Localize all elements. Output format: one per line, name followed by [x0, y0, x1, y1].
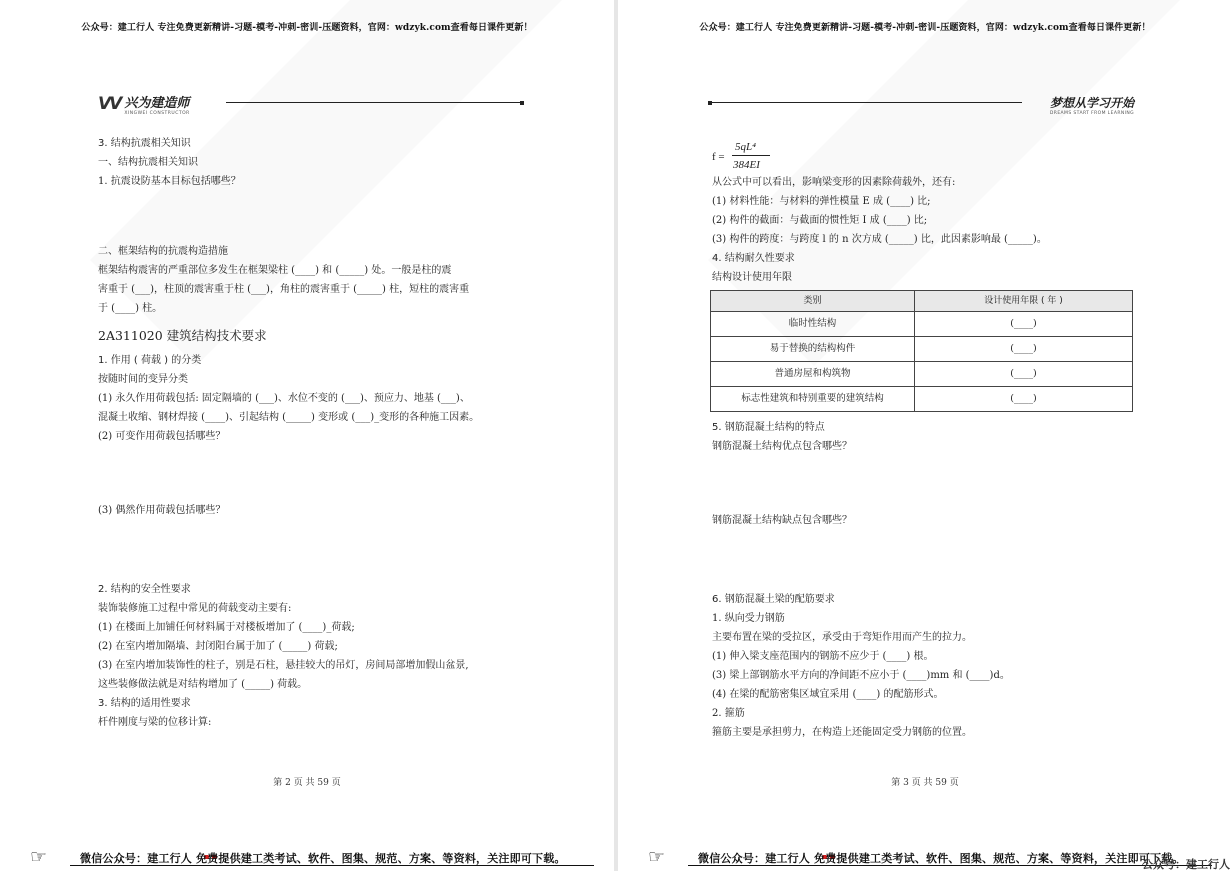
- paragraph-line: (2) 构件的截面：与截面的惯性矩 I 成 (____) 比;: [712, 215, 928, 226]
- top-banner: 公众号：建工行人 专注免费更新精讲-习题-模考-冲刺-密训-压题资料，官网：wdzyk.com查看每日课件更新！: [699, 23, 1151, 33]
- paragraph-line: (4) 在梁的配筋密集区域宜采用 (____) 的配筋形式。: [712, 689, 944, 700]
- paragraph-line: 杆件刚度与梁的位移计算:: [98, 717, 212, 728]
- table-cell: (____): [915, 337, 1133, 362]
- table-cell: 标志性建筑和特别重要的建筑结构: [711, 387, 915, 412]
- page-header: [710, 92, 1134, 114]
- column-header: 设计使用年限 ( 年 ): [915, 291, 1133, 312]
- page-number: 第 3 页 共 59 页: [891, 778, 959, 788]
- paragraph-line: 2. 箍筋: [712, 708, 745, 719]
- brand-logo: [98, 92, 190, 116]
- red-dots: [822, 844, 838, 848]
- section-heading: 1. 作用 ( 荷载 ) 的分类: [98, 355, 202, 366]
- footer-text: 微信公众号：建工行人 免费提供建工类考试、软件、图集、规范、方案、等资料，关注即可下载。: [698, 852, 1184, 865]
- paragraph-line: 混凝土收缩、钢材焊接 (____)、引起结构 (_____) 变形或 (___)_变形的各种施工因素。: [98, 412, 480, 423]
- service-life-table: [710, 290, 1133, 412]
- slogan-sub: DREAMS START FROM LEARNING: [1049, 111, 1134, 116]
- paragraph-line: 框架结构震害的严重部位多发生在框架梁柱 (____) 和 (_____) 处。一般是柱的震: [98, 265, 452, 276]
- column-header: 类别: [711, 291, 915, 312]
- page-left: [0, 0, 614, 871]
- paragraph-line: 按随时间的变异分类: [98, 374, 188, 385]
- section-heading: 3. 结构的适用性要求: [98, 698, 191, 709]
- corner-stamp: 公众号：建工行人: [1142, 858, 1230, 871]
- paragraph-line: (1) 永久作用荷载包括: 固定隔墙的 (___)、水位不变的 (___)、预应力、地基 (___)、: [98, 393, 470, 404]
- section-heading: 6. 钢筋混凝土梁的配筋要求: [712, 594, 835, 605]
- section-heading: 3. 结构抗震相关知识: [98, 138, 191, 149]
- formula-denominator: 384EI: [733, 159, 760, 171]
- paragraph-line: 这些装修做法就是对结构增加了 (_____) 荷载。: [98, 679, 308, 690]
- bottom-bar: [30, 843, 594, 869]
- red-dots: [204, 844, 220, 848]
- logo-mark-icon: VV: [98, 94, 121, 114]
- paragraph-line: (3) 构件的跨度：与跨度 l 的 n 次方成 (_____) 比，此因素影响最 (_____)。: [712, 234, 1047, 245]
- formula-numerator: 5qL⁴: [735, 141, 756, 153]
- slogan: [1050, 92, 1134, 116]
- paragraph-line: (3) 梁上部钢筋水平方向的净间距不应小于 (____)mm 和 (____)d。: [712, 670, 1010, 681]
- paragraph-line: 装饰装修施工过程中常见的荷载变动主要有:: [98, 603, 292, 614]
- paragraph-line: 1. 纵向受力钢筋: [712, 613, 785, 624]
- table-row: [711, 387, 1133, 412]
- right-content: [712, 138, 1136, 742]
- footer-text: 微信公众号：建工行人 免费提供建工类考试、软件、图集、规范、方案、等资料，关注即可下载。: [80, 852, 566, 865]
- question: 钢筋混凝土结构缺点包含哪些？: [712, 515, 852, 526]
- table-cell: 普通房屋和构筑物: [711, 362, 915, 387]
- paragraph-line: 从公式中可以看出，影响梁变形的因素除荷载外，还有:: [712, 177, 956, 188]
- paragraph-line: (1) 伸入梁支座范围内的钢筋不应少于 (____) 根。: [712, 651, 934, 662]
- left-content: [98, 134, 522, 732]
- paragraph-line: (1) 在楼面上加铺任何材料属于对楼板增加了 (____)_荷载;: [98, 622, 355, 633]
- slogan-text: 梦想从学习开始: [1049, 96, 1134, 110]
- table-cell: 易于替换的结构构件: [711, 337, 915, 362]
- question: (3) 偶然作用荷载包括哪些？: [98, 505, 226, 516]
- header-rule: [710, 102, 1022, 103]
- paragraph-line: 害重于 (___)，柱顶的震害重于柱 (___)，角柱的震害重于 (_____) 柱，短柱的震害重: [98, 284, 470, 295]
- top-banner: 公众号：建工行人 专注免费更新精讲-习题-模考-冲刺-密训-压题资料，官网：wdzyk.com查看每日课件更新！: [81, 23, 533, 33]
- paragraph-line: (1) 材料性能：与材料的弹性模量 E 成 (____) 比;: [712, 196, 931, 207]
- subsection-heading: 一、结构抗震相关知识: [98, 157, 198, 168]
- table-row: [711, 362, 1133, 387]
- table-row: [711, 337, 1133, 362]
- chapter-title: 2A311020 建筑结构技术要求: [98, 328, 267, 343]
- footer-rule: [688, 865, 1212, 866]
- formula-lhs: f =: [712, 151, 725, 163]
- table-cell: (____): [915, 387, 1133, 412]
- section-heading: 4. 结构耐久性要求: [712, 253, 795, 264]
- page-number: 第 2 页 共 59 页: [273, 778, 341, 788]
- question: 钢筋混凝土结构优点包含哪些？: [712, 441, 852, 452]
- bottom-bar: [648, 843, 1212, 869]
- footer-rule: [70, 865, 594, 866]
- page-right: [618, 0, 1232, 871]
- header-rule: [226, 102, 522, 103]
- table-cell: 临时性结构: [711, 312, 915, 337]
- paragraph-line: 于 (____) 柱。: [98, 303, 163, 314]
- paragraph-line: 结构设计使用年限: [712, 272, 792, 283]
- paragraph-line: (3) 在室内增加装饰性的柱子，别是石柱，悬挂较大的吊灯，房间局部增加假山盆景,: [98, 660, 469, 671]
- paragraph-line: (2) 在室内增加隔墙、封闭阳台属于加了 (_____) 荷载;: [98, 641, 338, 652]
- question: 1. 抗震设防基本目标包括哪些？: [98, 176, 241, 187]
- pointing-hand-icon: ☞: [648, 846, 666, 868]
- logo-name: 兴为建造师: [124, 96, 190, 111]
- subsection-heading: 二、框架结构的抗震构造措施: [98, 246, 228, 257]
- table-cell: (____): [915, 362, 1133, 387]
- section-heading: 2. 结构的安全性要求: [98, 584, 191, 595]
- page-header: [98, 92, 522, 114]
- table-row: [711, 312, 1133, 337]
- pointing-hand-icon: ☞: [30, 846, 48, 868]
- table-cell: (____): [915, 312, 1133, 337]
- paragraph-line: 箍筋主要是承担剪力，在构造上还能固定受力钢筋的位置。: [712, 727, 972, 738]
- deflection-formula: [712, 138, 1136, 172]
- question: (2) 可变作用荷载包括哪些？: [98, 431, 226, 442]
- section-heading: 5. 钢筋混凝土结构的特点: [712, 422, 825, 433]
- table-header-row: [711, 291, 1133, 312]
- logo-sub: XINGWEI CONSTRUCTOR: [124, 111, 190, 116]
- paragraph-line: 主要布置在梁的受拉区，承受由于弯矩作用而产生的拉力。: [712, 632, 972, 643]
